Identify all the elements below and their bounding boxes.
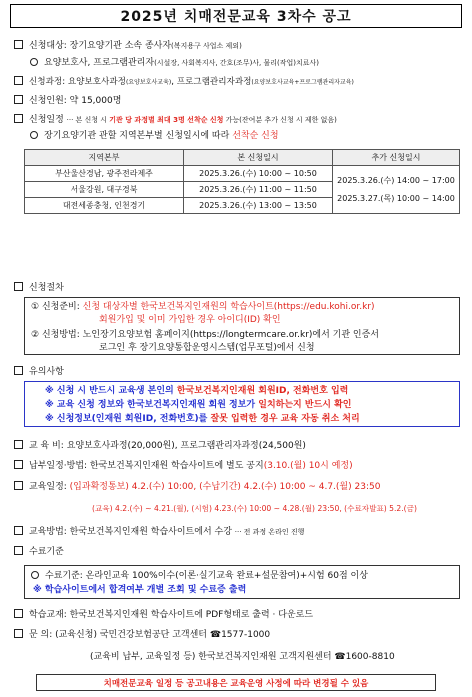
checkbox-icon bbox=[14, 40, 23, 49]
checkbox-icon bbox=[14, 546, 23, 555]
step-label: 신청방법: bbox=[41, 330, 83, 340]
course-part2-note: (요양보호사교육+프로그램관리자교육) bbox=[251, 79, 354, 86]
footer-notice: 치매전문교육 일정 등 공고내용은 교육운영 사정에 따라 변경될 수 있음 bbox=[36, 674, 436, 691]
checkbox-icon bbox=[14, 76, 23, 85]
apply-target-sub-main: 요양보호사, 프로그램관리자 bbox=[44, 58, 155, 68]
apply-target-note: (복지용구 사업소 제외) bbox=[171, 42, 242, 50]
inquiry bbox=[14, 629, 270, 641]
checkbox-icon bbox=[14, 629, 23, 638]
completion-line2: ※ 학습사이트에서 합격여부 개별 조회 및 수료증 출력 bbox=[33, 585, 247, 595]
completion-panel bbox=[24, 565, 460, 599]
schedule-desc-a: ··· 본 신청 시 bbox=[66, 116, 110, 124]
procedure-label: 신청절차 bbox=[29, 283, 64, 293]
materials bbox=[14, 609, 313, 621]
page-title: 2025년 치매전문교육 3차수 공고 bbox=[10, 4, 462, 28]
course-part1: 요양보호사과정 bbox=[67, 77, 126, 87]
table-cell-extra bbox=[333, 166, 460, 214]
checkbox-icon bbox=[14, 114, 23, 123]
procedure-heading bbox=[14, 282, 64, 294]
step-label: 신청준비: bbox=[41, 302, 83, 312]
checkbox-icon bbox=[14, 366, 23, 375]
method bbox=[14, 526, 304, 538]
caution-heading bbox=[14, 366, 64, 378]
table-cell-region: 대전세종충청, 인천경기 bbox=[25, 198, 184, 214]
caution-line3-red: 잘못 입력한 경우 교육 자동 취소 처리 bbox=[210, 414, 360, 424]
caution-line2-a: ※ 교육 신청 정보와 한국보건복지인재원 회원 정보가 bbox=[45, 400, 259, 410]
checkbox-icon bbox=[14, 460, 23, 469]
table-header: 본 신청일시 bbox=[184, 150, 333, 166]
course-sep: , bbox=[171, 77, 177, 87]
table-cell-main: 2025.3.26.(수) 13:00 ~ 13:50 bbox=[184, 198, 333, 214]
course-part2: 프로그램관리자과정 bbox=[176, 77, 252, 87]
checkbox-icon bbox=[14, 440, 23, 449]
checkbox-icon bbox=[14, 609, 23, 618]
edu-schedule-red1: (입과확정통보) 4.2.(수) 10:00, (수납기간) 4.2.(수) 10:00 ~ 4.7.(월) 23:50 bbox=[69, 482, 381, 492]
inquiry-line1: (교육신청) 국민건강보험공단 고객센터 ☎1577-1000 bbox=[55, 630, 271, 640]
caution-line3-a: ※ 신청정보(인재원 회원ID, 전화번호)를 bbox=[45, 414, 211, 424]
table-header: 지역본부 bbox=[25, 150, 184, 166]
caution-line1-a: ※ 신청 시 반드시 교육생 본인의 bbox=[45, 386, 177, 396]
step2-line2: 로그인 후 장기요양통합운영시스템(업무포털)에서 신청 bbox=[99, 343, 315, 353]
step1-red-line1: 신청 대상자별 한국보건복지인재원의 학습사이트(https://edu.kohi.or.kr) bbox=[82, 302, 375, 312]
extra-line: 2025.3.26.(수) 14:00 ~ 17:00 bbox=[337, 175, 455, 185]
fee-text: 교 육 비: 요양보호사과정(20,000원), 프로그램관리자과정(24,500원) bbox=[29, 441, 306, 451]
checkbox-icon bbox=[14, 526, 23, 535]
apply-schedule-sub bbox=[30, 130, 279, 142]
table-cell-region: 부산울산경남, 광주전라제주 bbox=[25, 166, 184, 182]
checkbox-icon bbox=[14, 481, 23, 490]
procedure-panel bbox=[24, 297, 460, 355]
table-cell-main: 2025.3.26.(수) 11:00 ~ 11:50 bbox=[184, 182, 333, 198]
fee bbox=[14, 440, 306, 452]
table-header-row bbox=[25, 150, 460, 166]
schedule-sub-red: 선착순 신청 bbox=[232, 131, 279, 141]
method-text: 교육방법: 한국보건복지인재원 학습사이트에서 수강 bbox=[29, 527, 235, 537]
apply-schedule bbox=[14, 114, 337, 126]
caution-line1-red: 한국보건복지인재원 회원ID, 전화번호 입력 bbox=[176, 386, 349, 396]
completion-label: 수료기준 bbox=[29, 547, 64, 557]
edu-schedule bbox=[14, 481, 380, 493]
extra-line: 2025.3.27.(목) 10:00 ~ 14:00 bbox=[337, 193, 455, 203]
table-row bbox=[25, 166, 460, 182]
schedule-label: 신청일정 bbox=[29, 115, 67, 125]
payment-label: 납부일정·방법: 한국보건복지인재원 학습사이트에 별도 공지 bbox=[29, 461, 264, 471]
method-note: ··· 전 과정 온라인 진행 bbox=[234, 528, 305, 536]
step1-red-line2: 회원가입 및 이미 가입한 경우 아이디(ID) 확인 bbox=[99, 315, 281, 325]
checkbox-icon bbox=[14, 282, 23, 291]
headcount bbox=[14, 95, 121, 107]
inquiry-line2: (교육비 납부, 교육일정 등) 한국보건복지인재원 고객지원센터 ☎1600-8810 bbox=[90, 652, 395, 662]
payment bbox=[14, 460, 353, 472]
caution-panel bbox=[24, 381, 460, 427]
materials-text: 학습교재: 한국보건복지인재원 학습사이트에 PDF형태로 출력 · 다운로드 bbox=[29, 610, 314, 620]
circle-bullet-icon bbox=[30, 131, 38, 139]
edu-schedule-label: 교육일정: bbox=[29, 482, 70, 492]
completion-line1-text: 수료기준: 온라인교육 100%이수(이론·실기교육 완료+설문참여)+시험 60점 이상 bbox=[45, 571, 368, 581]
procedure-step2 bbox=[31, 329, 379, 341]
table-cell-main: 2025.3.26.(수) 10:00 ~ 10:50 bbox=[184, 166, 333, 182]
apply-target bbox=[14, 40, 242, 52]
completion-line1 bbox=[31, 570, 368, 582]
step-number: ① bbox=[31, 302, 40, 312]
caution-line2 bbox=[45, 399, 351, 411]
apply-target-label: 신청대상: 장기요양기관 소속 종사자 bbox=[29, 41, 172, 51]
edu-schedule-red2: (교육) 4.2.(수) ~ 4.21.(월), (시험) 4.23.(수) 10:00 ~ 4.28.(월) 23:50, (수료자발표) 5.2.(금) bbox=[92, 504, 417, 513]
circle-bullet-icon bbox=[30, 58, 38, 66]
inquiry-label: 문 의: bbox=[29, 630, 56, 640]
caution-line1 bbox=[45, 385, 348, 397]
caution-line3 bbox=[45, 413, 360, 425]
step2-line1: 노인장기요양보험 홈페이지(https://longtermcare.or.kr)에서 기관 인증서 bbox=[82, 330, 379, 340]
course-part1-note: (요양보호사교육) bbox=[125, 79, 172, 86]
apply-target-sub bbox=[30, 57, 319, 69]
caution-label: 유의사항 bbox=[29, 367, 64, 377]
schedule-table bbox=[24, 149, 460, 214]
headcount-text: 신청인원: 약 15,000명 bbox=[29, 96, 122, 106]
schedule-desc-red: 기관 당 과정별 최대 3명 선착순 신청 bbox=[109, 116, 224, 124]
schedule-sub-a: 장기요양기관 관할 지역본부별 신청일시에 따라 bbox=[44, 131, 233, 141]
procedure-step1 bbox=[31, 301, 375, 313]
circle-bullet-icon bbox=[31, 571, 39, 579]
apply-target-sub-note: (시설장, 사회복지사, 간호(조무)사, 물리(작업)치료사) bbox=[154, 59, 320, 67]
step-number: ② bbox=[31, 330, 40, 340]
checkbox-icon bbox=[14, 95, 23, 104]
table-cell-region: 서울강원, 대구경북 bbox=[25, 182, 184, 198]
course-label: 신청과정: bbox=[29, 77, 68, 87]
completion-heading bbox=[14, 546, 64, 558]
course bbox=[14, 76, 354, 89]
payment-red: (3.10.(월) 10시 예정) bbox=[263, 461, 353, 471]
caution-line2-red: 일치하는지 반드시 확인 bbox=[258, 400, 352, 410]
table-header: 추가 신청일시 bbox=[333, 150, 460, 166]
schedule-desc-b: 가능(잔여분 추가 신청 시 제한 없음) bbox=[223, 116, 337, 124]
